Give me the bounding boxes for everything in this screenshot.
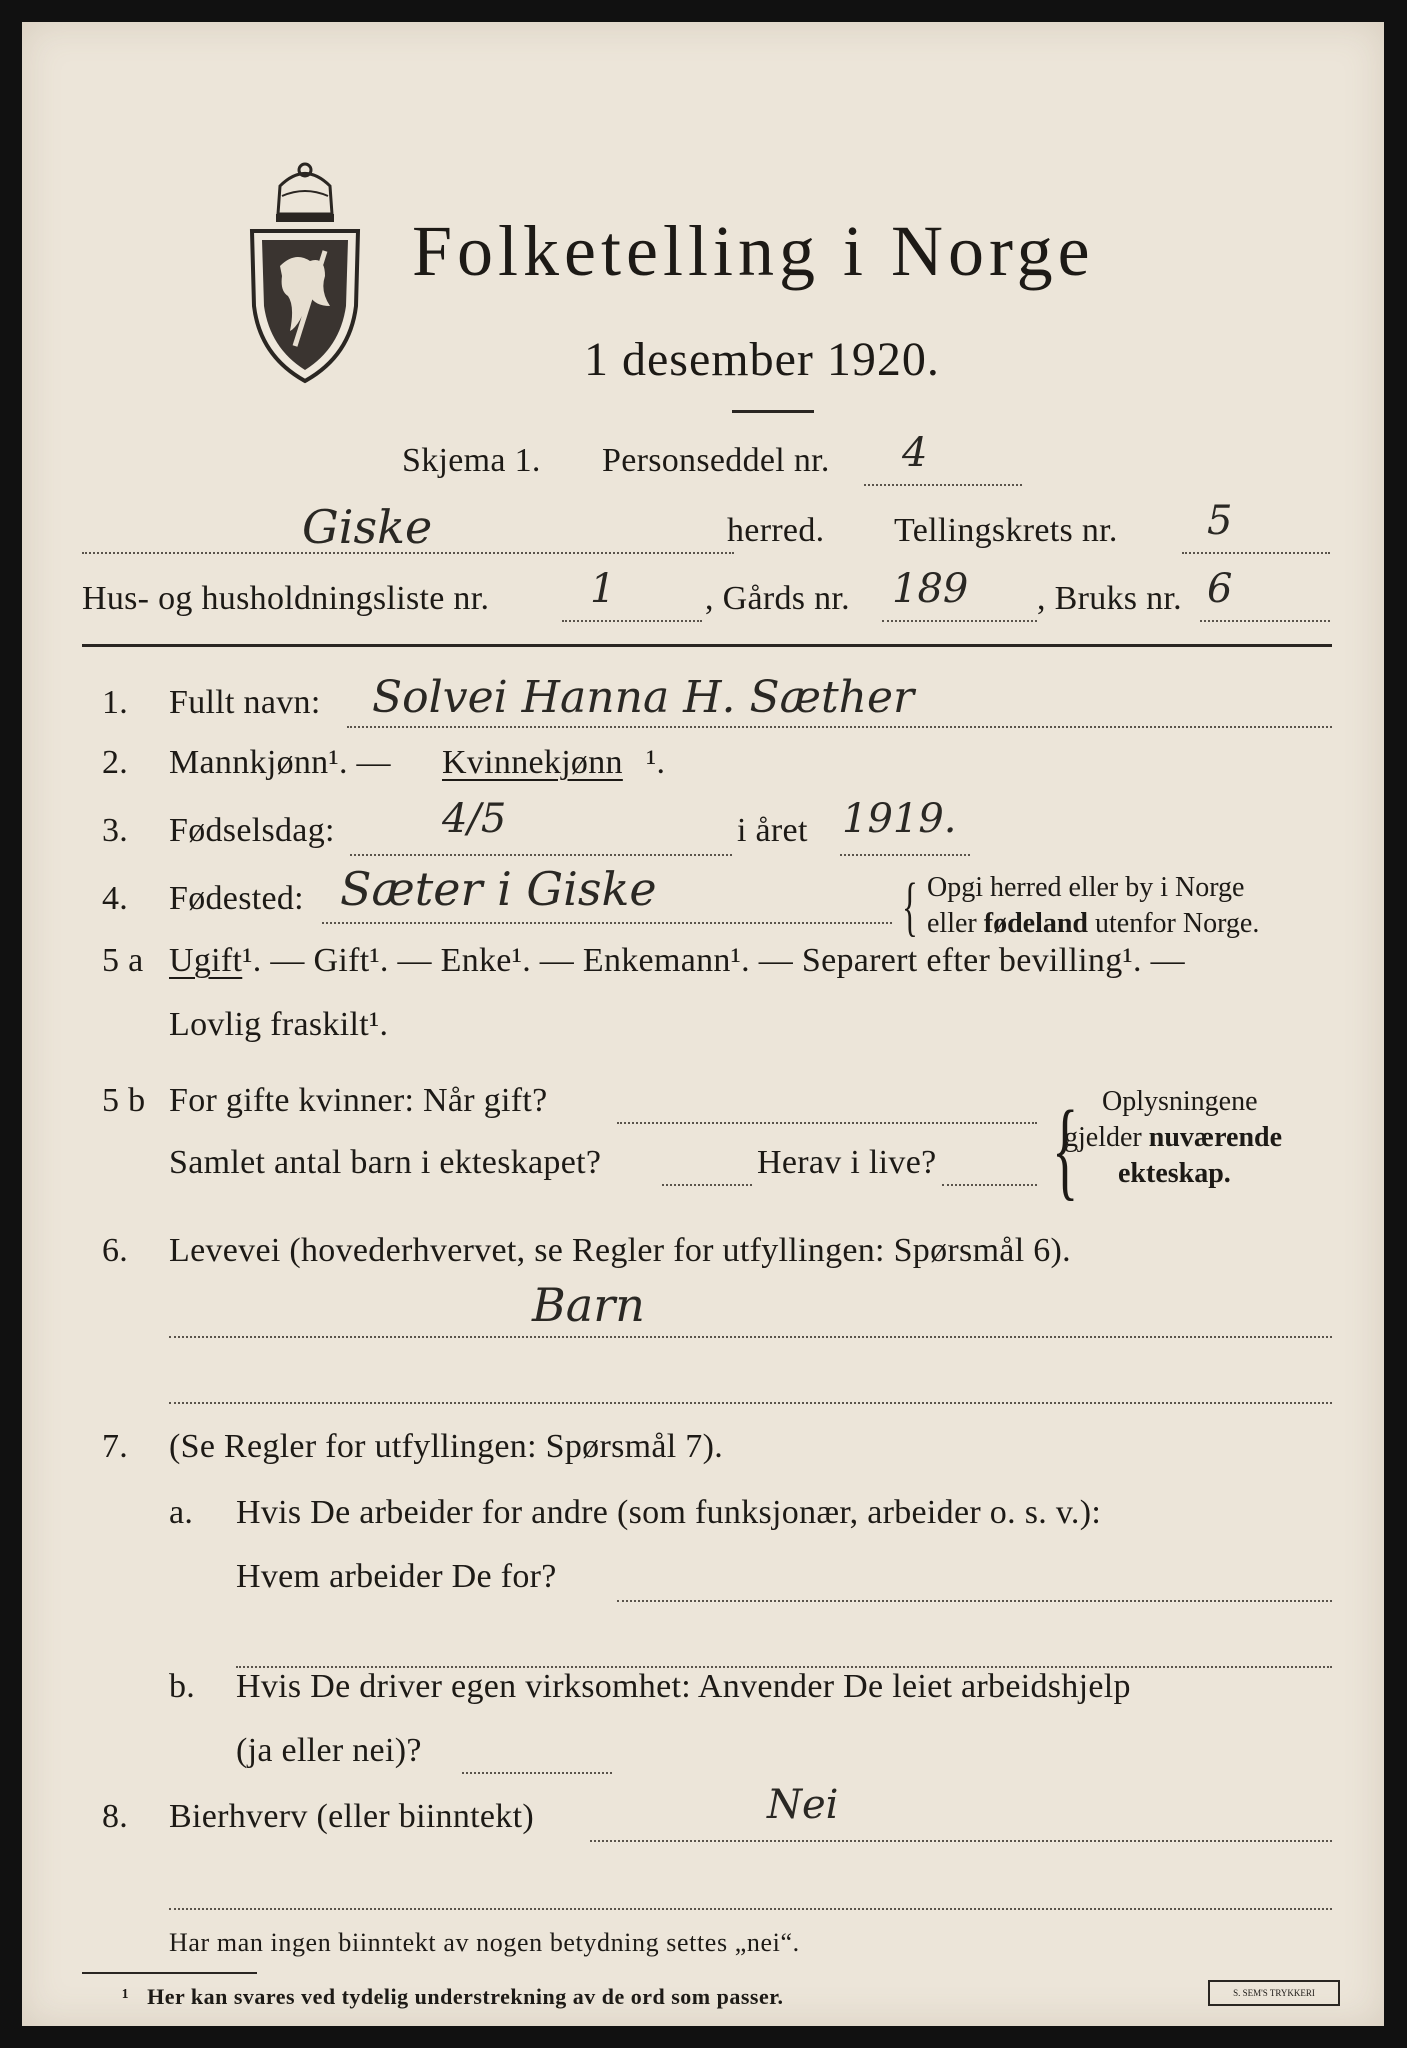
- footer-note: Har man ingen biinntekt av nogen betydning settes „nei“.: [169, 1928, 800, 1957]
- q4-number: 4.: [102, 880, 129, 917]
- form-title: Folketelling i Norge: [412, 211, 1095, 291]
- bruks-label: , Bruks nr.: [1037, 580, 1182, 617]
- printer-stamp-text: S. SEM'S TRYKKERI: [1233, 1988, 1315, 1998]
- q5b-note3: ekteskap.: [1118, 1158, 1231, 1189]
- q4-line: [322, 922, 892, 924]
- q5b-label2: Samlet antal barn i ekteskapet?: [169, 1144, 602, 1181]
- q5b-line3: [942, 1184, 1037, 1186]
- q3-aret-line: [840, 854, 970, 856]
- q5a-options: [169, 942, 1185, 980]
- q5b-line2: [662, 1184, 752, 1186]
- herred-value[interactable]: Giske: [302, 500, 433, 554]
- skjema-label: Skjema 1.: [402, 442, 541, 479]
- footnote-text: Her kan svares ved tydelig understrekning av de ord som passer.: [147, 1984, 784, 2009]
- q4-note2: [927, 908, 1259, 940]
- q6-number: 6.: [102, 1232, 129, 1269]
- q5a-line2: Lovlig fraskilt¹.: [169, 1006, 389, 1043]
- q4-brace: {: [902, 870, 918, 943]
- q8-value[interactable]: Nei: [767, 1782, 839, 1828]
- q5b-note2: [1064, 1122, 1282, 1154]
- q3-value[interactable]: 4/5: [442, 796, 507, 842]
- title-divider: [732, 410, 814, 413]
- q1-number: 1.: [102, 684, 129, 721]
- q2-tail: ¹.: [646, 744, 666, 781]
- herred-label: herred.: [727, 512, 825, 549]
- q1-value[interactable]: Solvei Hanna H. Sæther: [372, 672, 915, 723]
- q6-value[interactable]: Barn: [532, 1278, 645, 1332]
- q7a-question: Hvem arbeider De for?: [236, 1558, 557, 1595]
- q7b-number: b.: [169, 1668, 196, 1705]
- q7a-line1: [617, 1600, 1332, 1602]
- personseddel-value[interactable]: 4: [902, 430, 928, 476]
- q3-label: Fødselsdag:: [169, 812, 335, 849]
- gards-value[interactable]: 189: [892, 566, 969, 612]
- header-rule: [82, 644, 1332, 647]
- q4-note2-c: utenfor Norge.: [1095, 908, 1260, 939]
- q2-kvinne: Kvinnekjønn: [442, 744, 623, 781]
- q2-mann: Mannkjønn¹. —: [169, 744, 391, 781]
- coat-of-arms-icon: [240, 156, 370, 386]
- footnote: [122, 1984, 783, 2010]
- q5b-label1: For gifte kvinner: Når gift?: [169, 1082, 548, 1119]
- q3-aret-label: i året: [737, 812, 808, 849]
- q4-note2-b: fødeland: [983, 908, 1088, 939]
- q5b-note2-a: gjelder: [1064, 1122, 1142, 1153]
- q6-line1: [169, 1336, 1332, 1338]
- q1-label: Fullt navn:: [169, 684, 321, 721]
- q2-number: 2.: [102, 744, 129, 781]
- form-date: 1 desember 1920.: [584, 333, 940, 386]
- printer-stamp: [1208, 1980, 1340, 2006]
- q5b-note2-b: nuværende: [1148, 1122, 1283, 1153]
- q4-note2-a: eller: [927, 908, 977, 939]
- q3-number: 3.: [102, 812, 129, 849]
- q5a-number: 5 a: [102, 942, 144, 979]
- q4-note1: Opgi herred eller by i Norge: [927, 872, 1245, 903]
- q8-label: Bierhverv (eller biinntekt): [169, 1798, 534, 1835]
- tellingskrets-label: Tellingskrets nr.: [894, 512, 1118, 549]
- q8-line2: [169, 1908, 1332, 1910]
- q3-aret-value[interactable]: 1919.: [842, 796, 957, 842]
- q7b-text: Hvis De driver egen virksomhet: Anvender De leiet arbeidshjelp: [236, 1668, 1131, 1705]
- bruks-line: [1200, 620, 1330, 622]
- q7a-number: a.: [169, 1494, 194, 1531]
- q6-line2: [169, 1402, 1332, 1404]
- q7b-question: (ja eller nei)?: [236, 1732, 422, 1769]
- q7-label: (Se Regler for utfyllingen: Spørsmål 7).: [169, 1428, 724, 1465]
- q7a-text: Hvis De arbeider for andre (som funksjonær, arbeider o. s. v.):: [236, 1494, 1102, 1531]
- gards-label: , Gårds nr.: [705, 580, 850, 617]
- footnote-mark: ¹: [122, 1984, 130, 2009]
- q5a-rest: ¹. — Gift¹. — Enke¹. — Enkemann¹. — Separert efter bevilling¹. —: [242, 942, 1185, 979]
- husholdning-line: [562, 620, 702, 622]
- husholdning-value[interactable]: 1: [590, 566, 616, 612]
- bruks-value[interactable]: 6: [1207, 566, 1233, 612]
- q5b-number: 5 b: [102, 1082, 146, 1119]
- tellingskrets-value[interactable]: 5: [1207, 498, 1233, 544]
- q4-value[interactable]: Sæter i Giske: [340, 862, 657, 916]
- q8-line1: [590, 1840, 1332, 1842]
- q1-line: [347, 726, 1332, 728]
- q7b-line: [462, 1772, 612, 1774]
- q8-number: 8.: [102, 1798, 129, 1835]
- q5a-ugift: Ugift: [169, 942, 243, 979]
- q5b-note1: Oplysningene: [1102, 1086, 1258, 1117]
- census-form: [22, 22, 1384, 2026]
- personseddel-line: [864, 484, 1022, 486]
- q6-label: Levevei (hovederhvervet, se Regler for utfyllingen: Spørsmål 6).: [169, 1232, 1071, 1269]
- husholdning-label: Hus- og husholdningsliste nr.: [82, 580, 490, 617]
- tellingskrets-line: [1182, 552, 1330, 554]
- gards-line: [882, 620, 1037, 622]
- q5b-line1: [617, 1122, 1037, 1124]
- q5b-brace: {: [1052, 1088, 1079, 1210]
- q4-label: Fødested:: [169, 880, 304, 917]
- personseddel-label: Personseddel nr.: [602, 442, 830, 479]
- footnote-rule: [82, 1972, 257, 1974]
- q3-line: [350, 854, 732, 856]
- q5b-label3: Herav i live?: [757, 1144, 937, 1181]
- q7-number: 7.: [102, 1428, 129, 1465]
